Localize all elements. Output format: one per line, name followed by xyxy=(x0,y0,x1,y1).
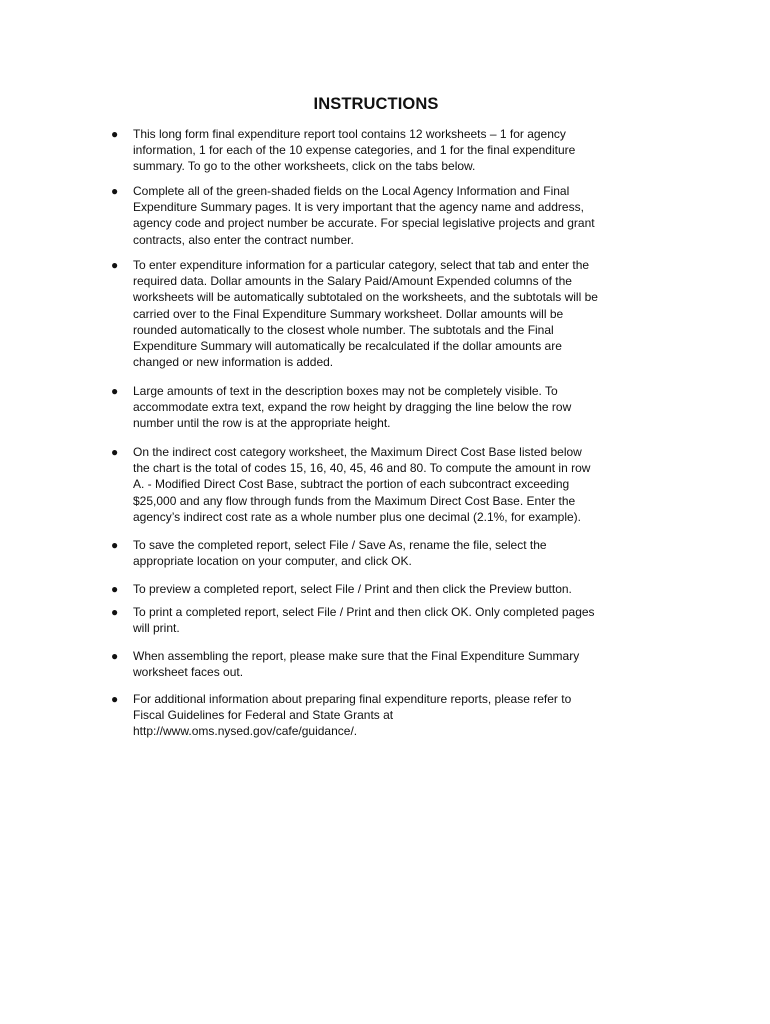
instruction-line: worksheets will be automatically subtotaled on the worksheets, and the subtotals will be xyxy=(133,290,598,305)
instruction-line: This long form final expenditure report tool contains 12 worksheets – 1 for agency xyxy=(133,127,566,141)
instruction-line: For additional information about preparing final expenditure reports, please refer to xyxy=(133,692,572,706)
bullet-icon: ● xyxy=(111,127,119,141)
instruction-line: Fiscal Guidelines for Federal and State Grants at xyxy=(133,708,394,723)
instruction-text xyxy=(133,537,625,569)
bullet-icon: ● xyxy=(111,384,119,398)
instruction-line: summary. To go to the other worksheets, click on the tabs below. xyxy=(133,159,476,174)
page-title: INSTRUCTIONS xyxy=(313,95,439,113)
instruction-line: accommodate extra text, expand the row height by dragging the line below the row xyxy=(133,400,572,415)
instruction-line: agency code and project number be accurate. For special legislative projects and grant xyxy=(133,216,595,231)
bullet-icon: ● xyxy=(111,605,119,619)
instruction-line: required data. Dollar amounts in the Salary Paid/Amount Expended columns of the xyxy=(133,274,572,289)
instruction-line: A. - Modified Direct Cost Base, subtract the portion of each subcontract exceeding xyxy=(133,477,570,492)
instruction-line: To enter expenditure information for a particular category, select that tab and enter the xyxy=(133,258,590,272)
instruction-text xyxy=(133,604,625,636)
instruction-line: http://www.oms.nysed.gov/cafe/guidance/. xyxy=(133,724,358,739)
instruction-line: changed or new information is added. xyxy=(133,355,334,370)
instruction-text xyxy=(133,257,625,370)
instruction-line: To save the completed report, select File / Save As, rename the file, select the xyxy=(133,538,547,552)
instruction-line: rounded automatically to the closest whole number. The subtotals and the Final xyxy=(133,322,554,337)
instruction-text xyxy=(133,126,625,175)
instruction-line: contracts, also enter the contract number. xyxy=(133,232,354,247)
instruction-line: carried over to the Final Expenditure Summary worksheet. Dollar amounts will be xyxy=(133,306,564,321)
instruction-text xyxy=(133,183,625,248)
instruction-line: the chart is the total of codes 15, 16, 40, 45, 46 and 80. To compute the amount in row xyxy=(133,461,591,476)
instruction-text xyxy=(133,581,625,597)
instruction-line: On the indirect cost category worksheet, the Maximum Direct Cost Base listed below xyxy=(133,445,582,459)
instruction-line: information, 1 for each of the 10 expense categories, and 1 for the final expenditure xyxy=(133,143,576,158)
instruction-text xyxy=(133,444,625,525)
instruction-line: worksheet faces out. xyxy=(133,665,244,680)
instruction-text xyxy=(133,691,625,740)
instruction-line: When assembling the report, please make sure that the Final Expenditure Summary xyxy=(133,649,580,663)
instruction-line: Expenditure Summary pages. It is very important that the agency name and address, xyxy=(133,200,584,215)
instruction-line: agency’s indirect cost rate as a whole number plus one decimal (2.1%, for example). xyxy=(133,509,582,524)
instruction-line: Complete all of the green-shaded fields on the Local Agency Information and Final xyxy=(133,184,570,198)
instruction-line: appropriate location on your computer, and click OK. xyxy=(133,554,412,569)
bullet-icon: ● xyxy=(111,649,119,663)
bullet-icon: ● xyxy=(111,445,119,459)
bullet-icon: ● xyxy=(111,184,119,198)
instruction-text xyxy=(133,648,625,680)
instruction-line: $25,000 and any flow through funds from the Maximum Direct Cost Base. Enter the xyxy=(133,493,576,508)
instruction-line: Large amounts of text in the description boxes may not be completely visible. To xyxy=(133,384,558,398)
instruction-line: will print. xyxy=(133,621,180,636)
bullet-icon: ● xyxy=(111,538,119,552)
instruction-line: To preview a completed report, select File / Print and then click the Preview button. xyxy=(133,582,572,596)
bullet-icon: ● xyxy=(111,582,119,596)
bullet-icon: ● xyxy=(111,692,119,706)
instruction-line: number until the row is at the appropriate height. xyxy=(133,416,391,431)
bullet-icon: ● xyxy=(111,258,119,272)
instruction-line: Expenditure Summary will automatically be recalculated if the dollar amounts are xyxy=(133,339,562,354)
instruction-line: To print a completed report, select File / Print and then click OK. Only completed pages xyxy=(133,605,595,619)
instruction-text xyxy=(133,383,625,432)
